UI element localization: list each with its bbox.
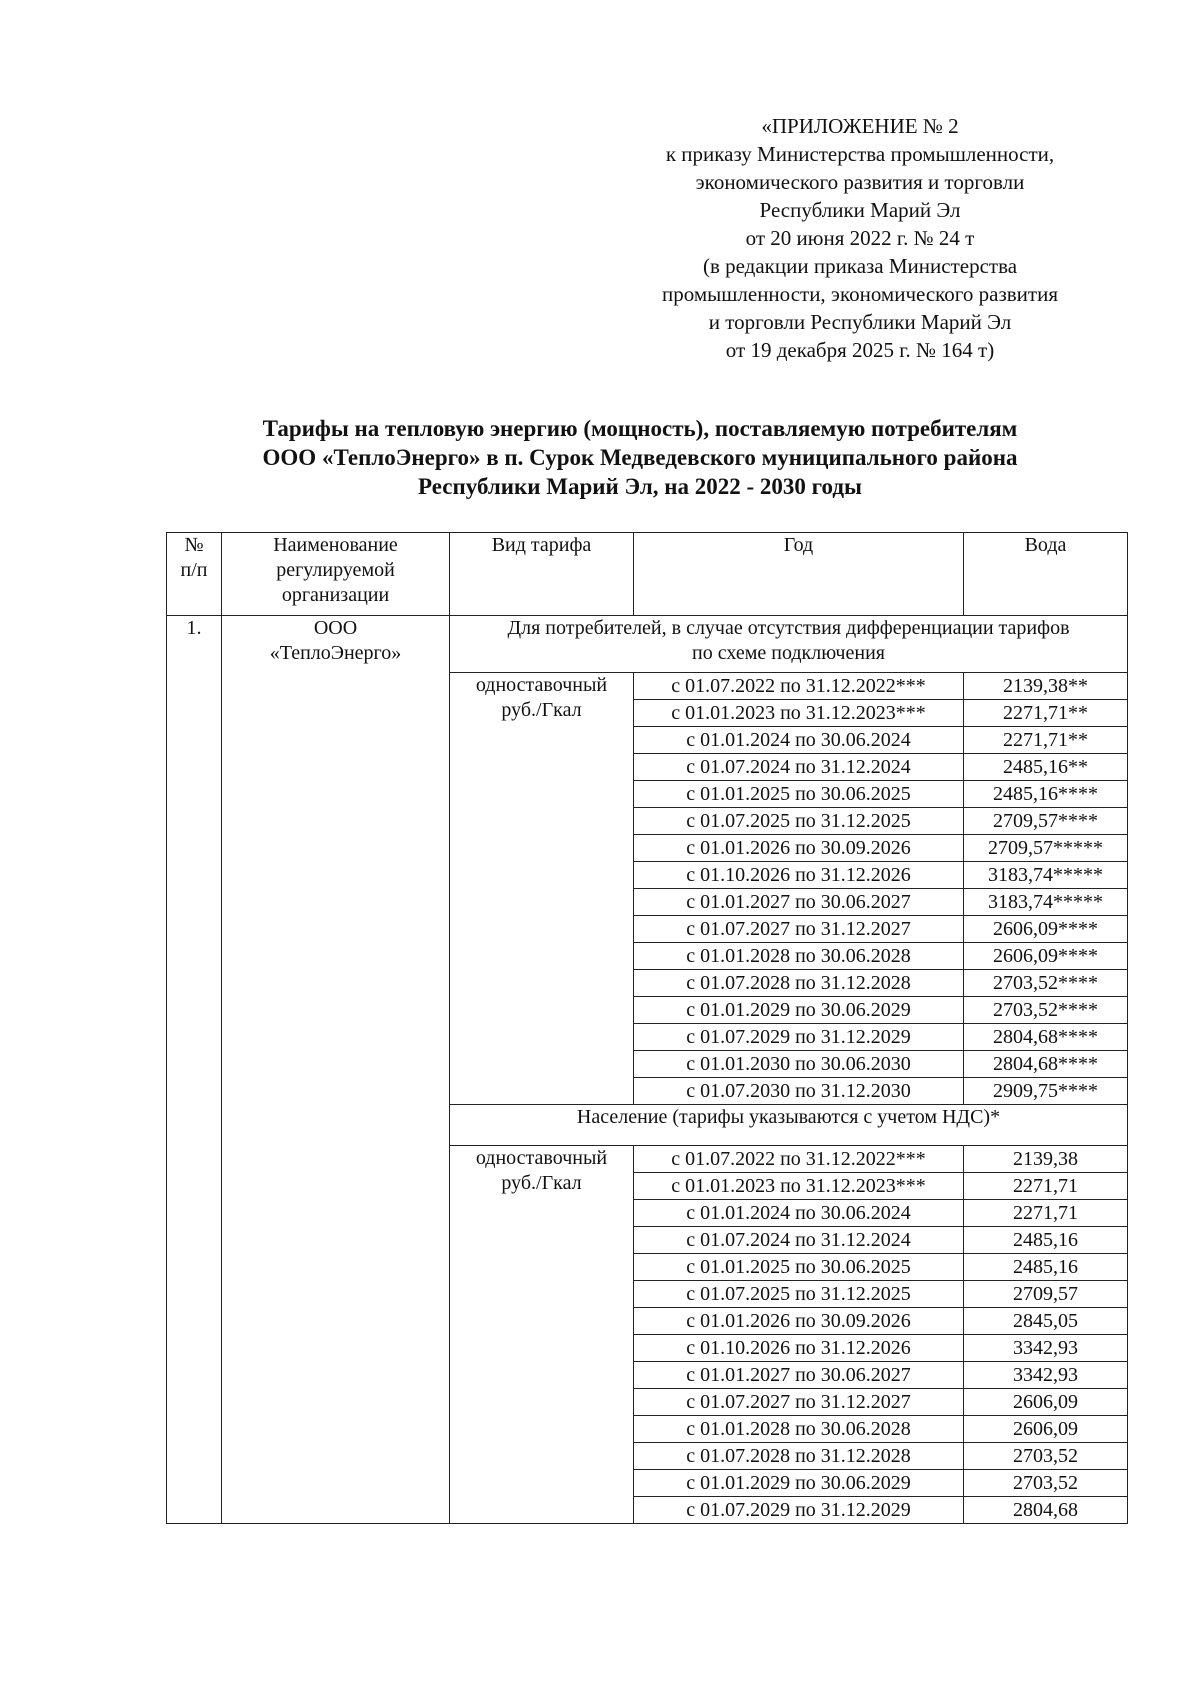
period-cell: с 01.01.2028 по 30.06.2028 <box>634 943 964 970</box>
period-cell: с 01.07.2030 по 31.12.2030 <box>634 1078 964 1105</box>
water-tariff-cell: 2703,52 <box>964 1443 1128 1470</box>
period-cell: с 01.01.2028 по 30.06.2028 <box>634 1416 964 1443</box>
header-line: «ПРИЛОЖЕНИЕ № 2 <box>761 114 959 138</box>
water-tariff-cell: 2271,71 <box>964 1173 1128 1200</box>
period-cell: с 01.07.2027 по 31.12.2027 <box>634 1389 964 1416</box>
period-cell: с 01.07.2022 по 31.12.2022*** <box>634 1146 964 1173</box>
water-tariff-cell: 2139,38** <box>964 673 1128 700</box>
tariff-type: одноставочный руб./Гкал <box>450 1146 634 1524</box>
water-tariff-cell: 3342,93 <box>964 1362 1128 1389</box>
water-tariff-cell: 2606,09**** <box>964 943 1128 970</box>
water-tariff-cell: 2271,71 <box>964 1200 1128 1227</box>
period-cell: с 01.07.2028 по 31.12.2028 <box>634 1443 964 1470</box>
water-tariff-cell: 2606,09**** <box>964 916 1128 943</box>
title-line: ООО «ТеплоЭнерго» в п. Сурок Медведевского муниципального района <box>262 445 1018 470</box>
title-line: Республики Марий Эл, на 2022 - 2030 годы <box>418 474 862 499</box>
section-label: Население (тарифы указываются с учетом НДС)* <box>450 1105 1128 1146</box>
section-label: Для потребителей, в случае отсутствия дифференциации тарифов по схеме подключения <box>450 616 1128 673</box>
period-cell: с 01.01.2025 по 30.06.2025 <box>634 781 964 808</box>
table-header-row <box>167 533 1128 616</box>
section-row <box>167 616 1128 673</box>
water-tariff-cell: 2804,68**** <box>964 1024 1128 1051</box>
period-cell: с 01.01.2029 по 30.06.2029 <box>634 997 964 1024</box>
water-tariff-cell: 2271,71** <box>964 700 1128 727</box>
period-cell: с 01.07.2027 по 31.12.2027 <box>634 916 964 943</box>
organization-name: ООО «ТеплоЭнерго» <box>222 616 450 1524</box>
water-tariff-cell: 2709,57***** <box>964 835 1128 862</box>
water-tariff-cell: 2139,38 <box>964 1146 1128 1173</box>
water-tariff-cell: 2606,09 <box>964 1416 1128 1443</box>
water-tariff-cell: 3183,74***** <box>964 862 1128 889</box>
period-cell: с 01.01.2026 по 30.09.2026 <box>634 1308 964 1335</box>
period-cell: с 01.07.2024 по 31.12.2024 <box>634 1227 964 1254</box>
water-tariff-cell: 2845,05 <box>964 1308 1128 1335</box>
period-cell: с 01.07.2025 по 31.12.2025 <box>634 1281 964 1308</box>
period-cell: с 01.07.2025 по 31.12.2025 <box>634 808 964 835</box>
period-cell: с 01.01.2027 по 30.06.2027 <box>634 889 964 916</box>
period-cell: с 01.07.2024 по 31.12.2024 <box>634 754 964 781</box>
period-cell: с 01.10.2026 по 31.12.2026 <box>634 1335 964 1362</box>
header-line: к приказу Министерства промышленности, <box>665 142 1055 166</box>
header-org: Наименование регулируемой организации <box>222 533 450 616</box>
water-tariff-cell: 2606,09 <box>964 1389 1128 1416</box>
water-tariff-cell: 2703,52 <box>964 1470 1128 1497</box>
water-tariff-cell: 2709,57**** <box>964 808 1128 835</box>
tariff-table <box>166 532 1128 1524</box>
period-cell: с 01.10.2026 по 31.12.2026 <box>634 862 964 889</box>
water-tariff-cell: 3342,93 <box>964 1335 1128 1362</box>
document-title <box>160 414 1120 501</box>
period-cell: с 01.01.2027 по 30.06.2027 <box>634 1362 964 1389</box>
header-line: Республики Марий Эл <box>759 198 961 222</box>
header-num: № п/п <box>167 533 222 616</box>
period-cell: с 01.07.2022 по 31.12.2022*** <box>634 673 964 700</box>
header-line: (в редакции приказа Министерства <box>702 254 1018 278</box>
water-tariff-cell: 2271,71** <box>964 727 1128 754</box>
period-cell: с 01.01.2029 по 30.06.2029 <box>634 1470 964 1497</box>
header-line: промышленности, экономического развития <box>661 282 1058 306</box>
header-line: экономического развития и торговли <box>695 170 1025 194</box>
header-line: от 19 декабря 2025 г. № 164 т) <box>725 338 995 362</box>
period-cell: с 01.01.2024 по 30.06.2024 <box>634 727 964 754</box>
tariff-type: одноставочный руб./Гкал <box>450 673 634 1105</box>
period-cell: с 01.01.2025 по 30.06.2025 <box>634 1254 964 1281</box>
header-line: от 20 июня 2022 г. № 24 т <box>745 226 975 250</box>
appendix-header <box>600 112 1120 364</box>
water-tariff-cell: 2485,16 <box>964 1227 1128 1254</box>
period-cell: с 01.01.2023 по 31.12.2023*** <box>634 700 964 727</box>
header-water: Вода <box>964 533 1128 616</box>
period-cell: с 01.07.2029 по 31.12.2029 <box>634 1497 964 1524</box>
header-line: и торговли Республики Марий Эл <box>708 310 1012 334</box>
water-tariff-cell: 2804,68**** <box>964 1051 1128 1078</box>
water-tariff-cell: 2804,68 <box>964 1497 1128 1524</box>
period-cell: с 01.01.2023 по 31.12.2023*** <box>634 1173 964 1200</box>
row-number: 1. <box>167 616 222 1524</box>
water-tariff-cell: 2485,16 <box>964 1254 1128 1281</box>
period-cell: с 01.07.2029 по 31.12.2029 <box>634 1024 964 1051</box>
header-year: Год <box>634 533 964 616</box>
water-tariff-cell: 2909,75**** <box>964 1078 1128 1105</box>
title-line: Тарифы на тепловую энергию (мощность), поставляемую потребителям <box>262 416 1018 441</box>
water-tariff-cell: 2709,57 <box>964 1281 1128 1308</box>
water-tariff-cell: 2485,16**** <box>964 781 1128 808</box>
period-cell: с 01.01.2030 по 30.06.2030 <box>634 1051 964 1078</box>
water-tariff-cell: 2485,16** <box>964 754 1128 781</box>
header-type: Вид тарифа <box>450 533 634 616</box>
period-cell: с 01.01.2026 по 30.09.2026 <box>634 835 964 862</box>
period-cell: с 01.01.2024 по 30.06.2024 <box>634 1200 964 1227</box>
period-cell: с 01.07.2028 по 31.12.2028 <box>634 970 964 997</box>
water-tariff-cell: 3183,74***** <box>964 889 1128 916</box>
water-tariff-cell: 2703,52**** <box>964 970 1128 997</box>
water-tariff-cell: 2703,52**** <box>964 997 1128 1024</box>
